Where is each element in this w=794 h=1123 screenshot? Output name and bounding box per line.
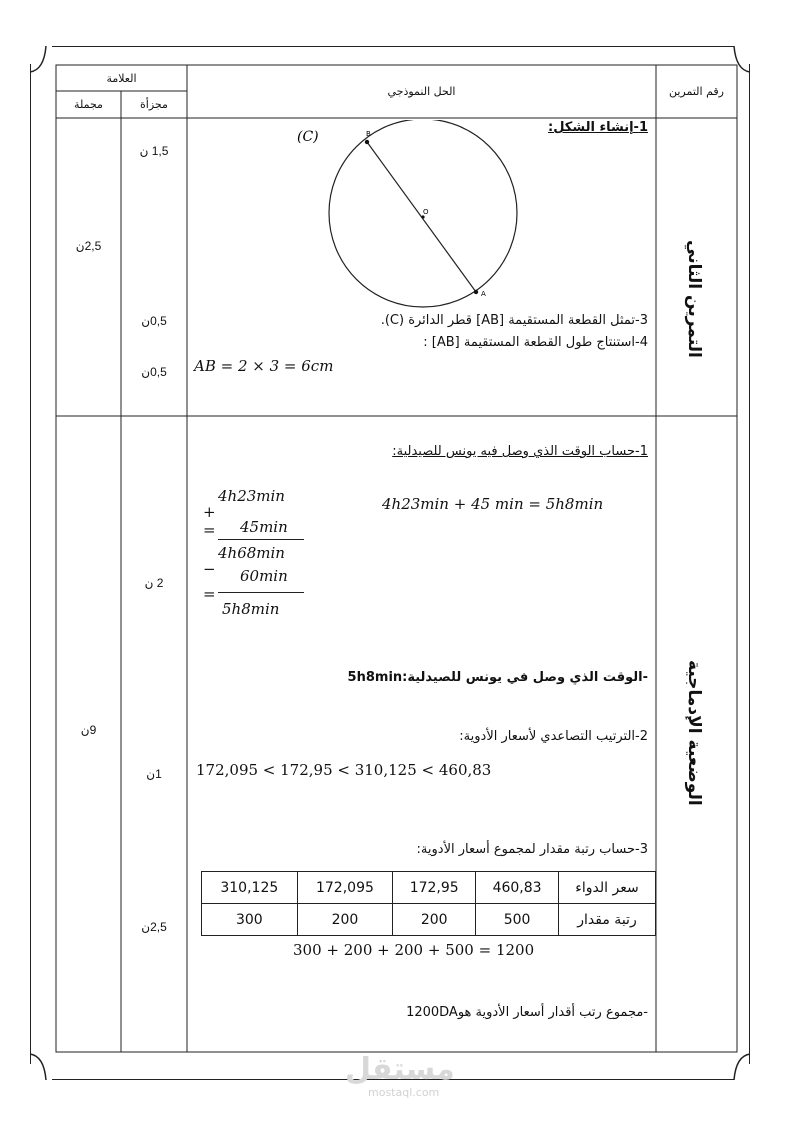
conclusion: -مجموع رتب أقدار أسعار الأدوية هو1200DA xyxy=(406,1005,648,1020)
solution-header: الحل النموذجي xyxy=(387,85,456,98)
table-cell: 200 xyxy=(297,904,393,936)
table-row-label: سعر الدواء xyxy=(559,872,656,904)
exercise2-result: AB = 2 × 3 = 6cm xyxy=(194,357,334,375)
table-cell: 172,095 xyxy=(297,872,393,904)
prices-table xyxy=(201,871,656,936)
rank-sum: 300 + 200 + 200 + 500 = 1200 xyxy=(293,941,535,959)
price-ordering: 172,095 < 172,95 < 310,125 < 460,83 xyxy=(196,761,492,779)
point-o-label: O xyxy=(423,208,429,216)
calc-operator: − xyxy=(203,560,216,578)
table-row xyxy=(202,904,656,936)
calc-row: 60min xyxy=(240,567,288,585)
calc-rule xyxy=(218,539,304,540)
arrival-time: -الوقت الذي وصل في يونس للصيدلية:5h8min xyxy=(347,670,648,685)
exercise-number-header: رقم التمرين xyxy=(669,85,724,98)
calc-row: 45min xyxy=(240,518,288,536)
total-mark-header: مجملة xyxy=(74,98,103,111)
partial-mark-header: مجزأة xyxy=(140,98,168,111)
integration-step2: 2-الترتيب التصاعدي لأسعار الأدوية: xyxy=(459,729,648,744)
point-b-label: B xyxy=(366,130,371,138)
table-row xyxy=(202,872,656,904)
calc-row: 4h23min xyxy=(218,487,285,505)
exercise2-label: التمرين الثاني xyxy=(684,240,704,358)
circle-label: (C) xyxy=(297,129,319,145)
table-cell: 300 xyxy=(202,904,298,936)
calc-rule xyxy=(218,592,304,593)
table-cell: 460,83 xyxy=(476,872,559,904)
integration-partial-mark: 1ن xyxy=(146,767,162,781)
exercise2-step1: 1-إنشاء الشكل: xyxy=(548,120,648,135)
integration-step3: 3-حساب رتبة مقدار لمجموع أسعار الأدوية: xyxy=(416,842,648,857)
table-row-label: رتبة مقدار xyxy=(559,904,656,936)
mark-header: العلامة xyxy=(106,71,137,85)
point-a xyxy=(474,290,478,294)
exercise2-partial-mark: 0,5ن xyxy=(141,365,167,379)
sum-line: 4h23min + 45 min = 5h8min xyxy=(382,495,604,513)
point-a-label: A xyxy=(481,290,486,298)
watermark-logo: مستقل xyxy=(345,1052,455,1087)
watermark-site: mostaql.com xyxy=(368,1086,440,1099)
integration-partial-mark: 2,5ن xyxy=(141,920,167,934)
exercise2-step3: 3-تمثل القطعة المستقيمة [AB] قطر الدائرة (C). xyxy=(380,313,648,328)
exercise2-total-mark: 2,5ن xyxy=(75,239,102,253)
table-cell: 200 xyxy=(393,904,476,936)
integration-partial-mark: 2 ن xyxy=(144,576,164,590)
integration-total-mark: 9ن xyxy=(80,723,97,737)
exercise2-step4: 4-استنتاج طول القطعة المستقيمة [AB] : xyxy=(423,335,648,350)
calc-result: 5h8min xyxy=(222,600,280,618)
calc-operator: = xyxy=(203,585,216,603)
table-cell: 500 xyxy=(476,904,559,936)
circle-figure xyxy=(290,120,540,320)
exercise2-partial-mark: 1,5 ن xyxy=(139,144,169,158)
integration-step1: 1-حساب الوقت الذي وصل فيه يونس للصيدلية: xyxy=(392,444,648,459)
exercise2-partial-mark: 0,5ن xyxy=(141,314,167,328)
calc-operator: + xyxy=(203,503,216,521)
integration-label: الوضعية الإدماجية xyxy=(684,660,704,806)
calc-operator: = xyxy=(203,521,216,539)
calc-row: 4h68min xyxy=(218,544,285,562)
point-b xyxy=(365,140,369,144)
table-cell: 172,95 xyxy=(393,872,476,904)
table-cell: 310,125 xyxy=(202,872,298,904)
